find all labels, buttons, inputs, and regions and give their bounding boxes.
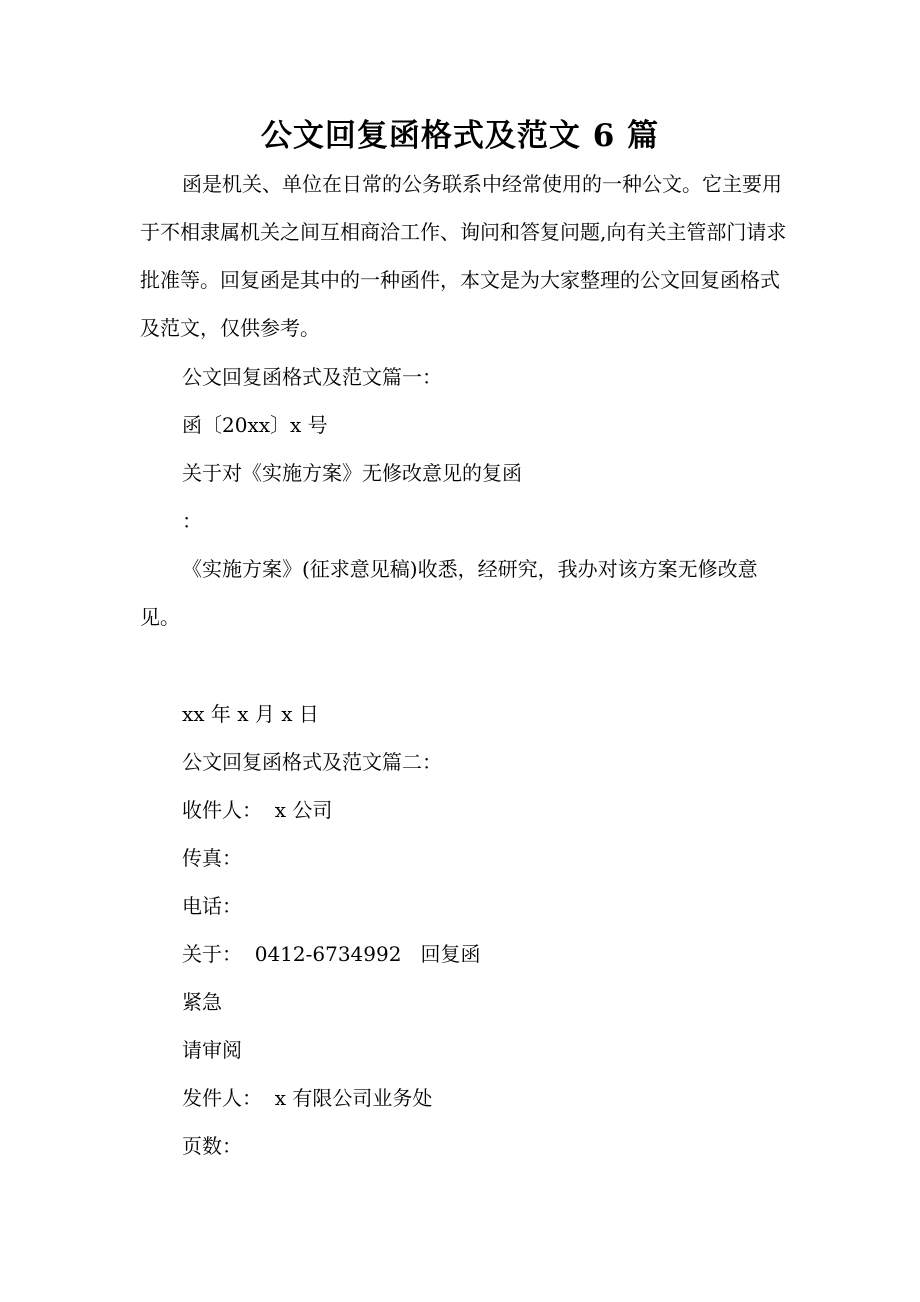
intro-paragraph: 函是机关、单位在日常的公务联系中经常使用的一种公文。它主要用于不相隶属机关之间互相商洽工作、询问和答复问题,向有关主管部门请求批准等。回复函是其中的一种函件，本文是为大家整理的公文回复函格式及范文，仅供参考。	[140, 172, 787, 340]
phone-line: 电话：	[182, 894, 242, 918]
section2-heading: 公文回复函格式及范文篇二：	[182, 750, 442, 774]
letter-subject: 关于对《实施方案》无修改意见的复函	[182, 461, 522, 485]
recipient-line: 收件人： x 公司	[182, 798, 333, 822]
urgent-line: 紧急	[182, 990, 222, 1014]
section1-heading: 公文回复函格式及范文篇一：	[182, 365, 442, 389]
please-review-line: 请审阅	[182, 1038, 242, 1062]
letter-date: xx 年 x 月 x 日	[182, 702, 319, 726]
salutation: ：	[182, 509, 202, 533]
letter-number: 函〔20xx〕x 号	[182, 413, 328, 437]
pages-line: 页数：	[182, 1134, 242, 1158]
regarding-line: 关于： 0412-6734992 回复函	[182, 942, 481, 966]
letter-body: 《实施方案》(征求意见稿)收悉，经研究，我办对该方案无修改意见。	[140, 557, 758, 629]
fax-line: 传真：	[182, 846, 242, 870]
sender-line: 发件人： x 有限公司业务处	[182, 1086, 433, 1110]
document-title: 公文回复函格式及范文 6 篇	[260, 118, 660, 154]
